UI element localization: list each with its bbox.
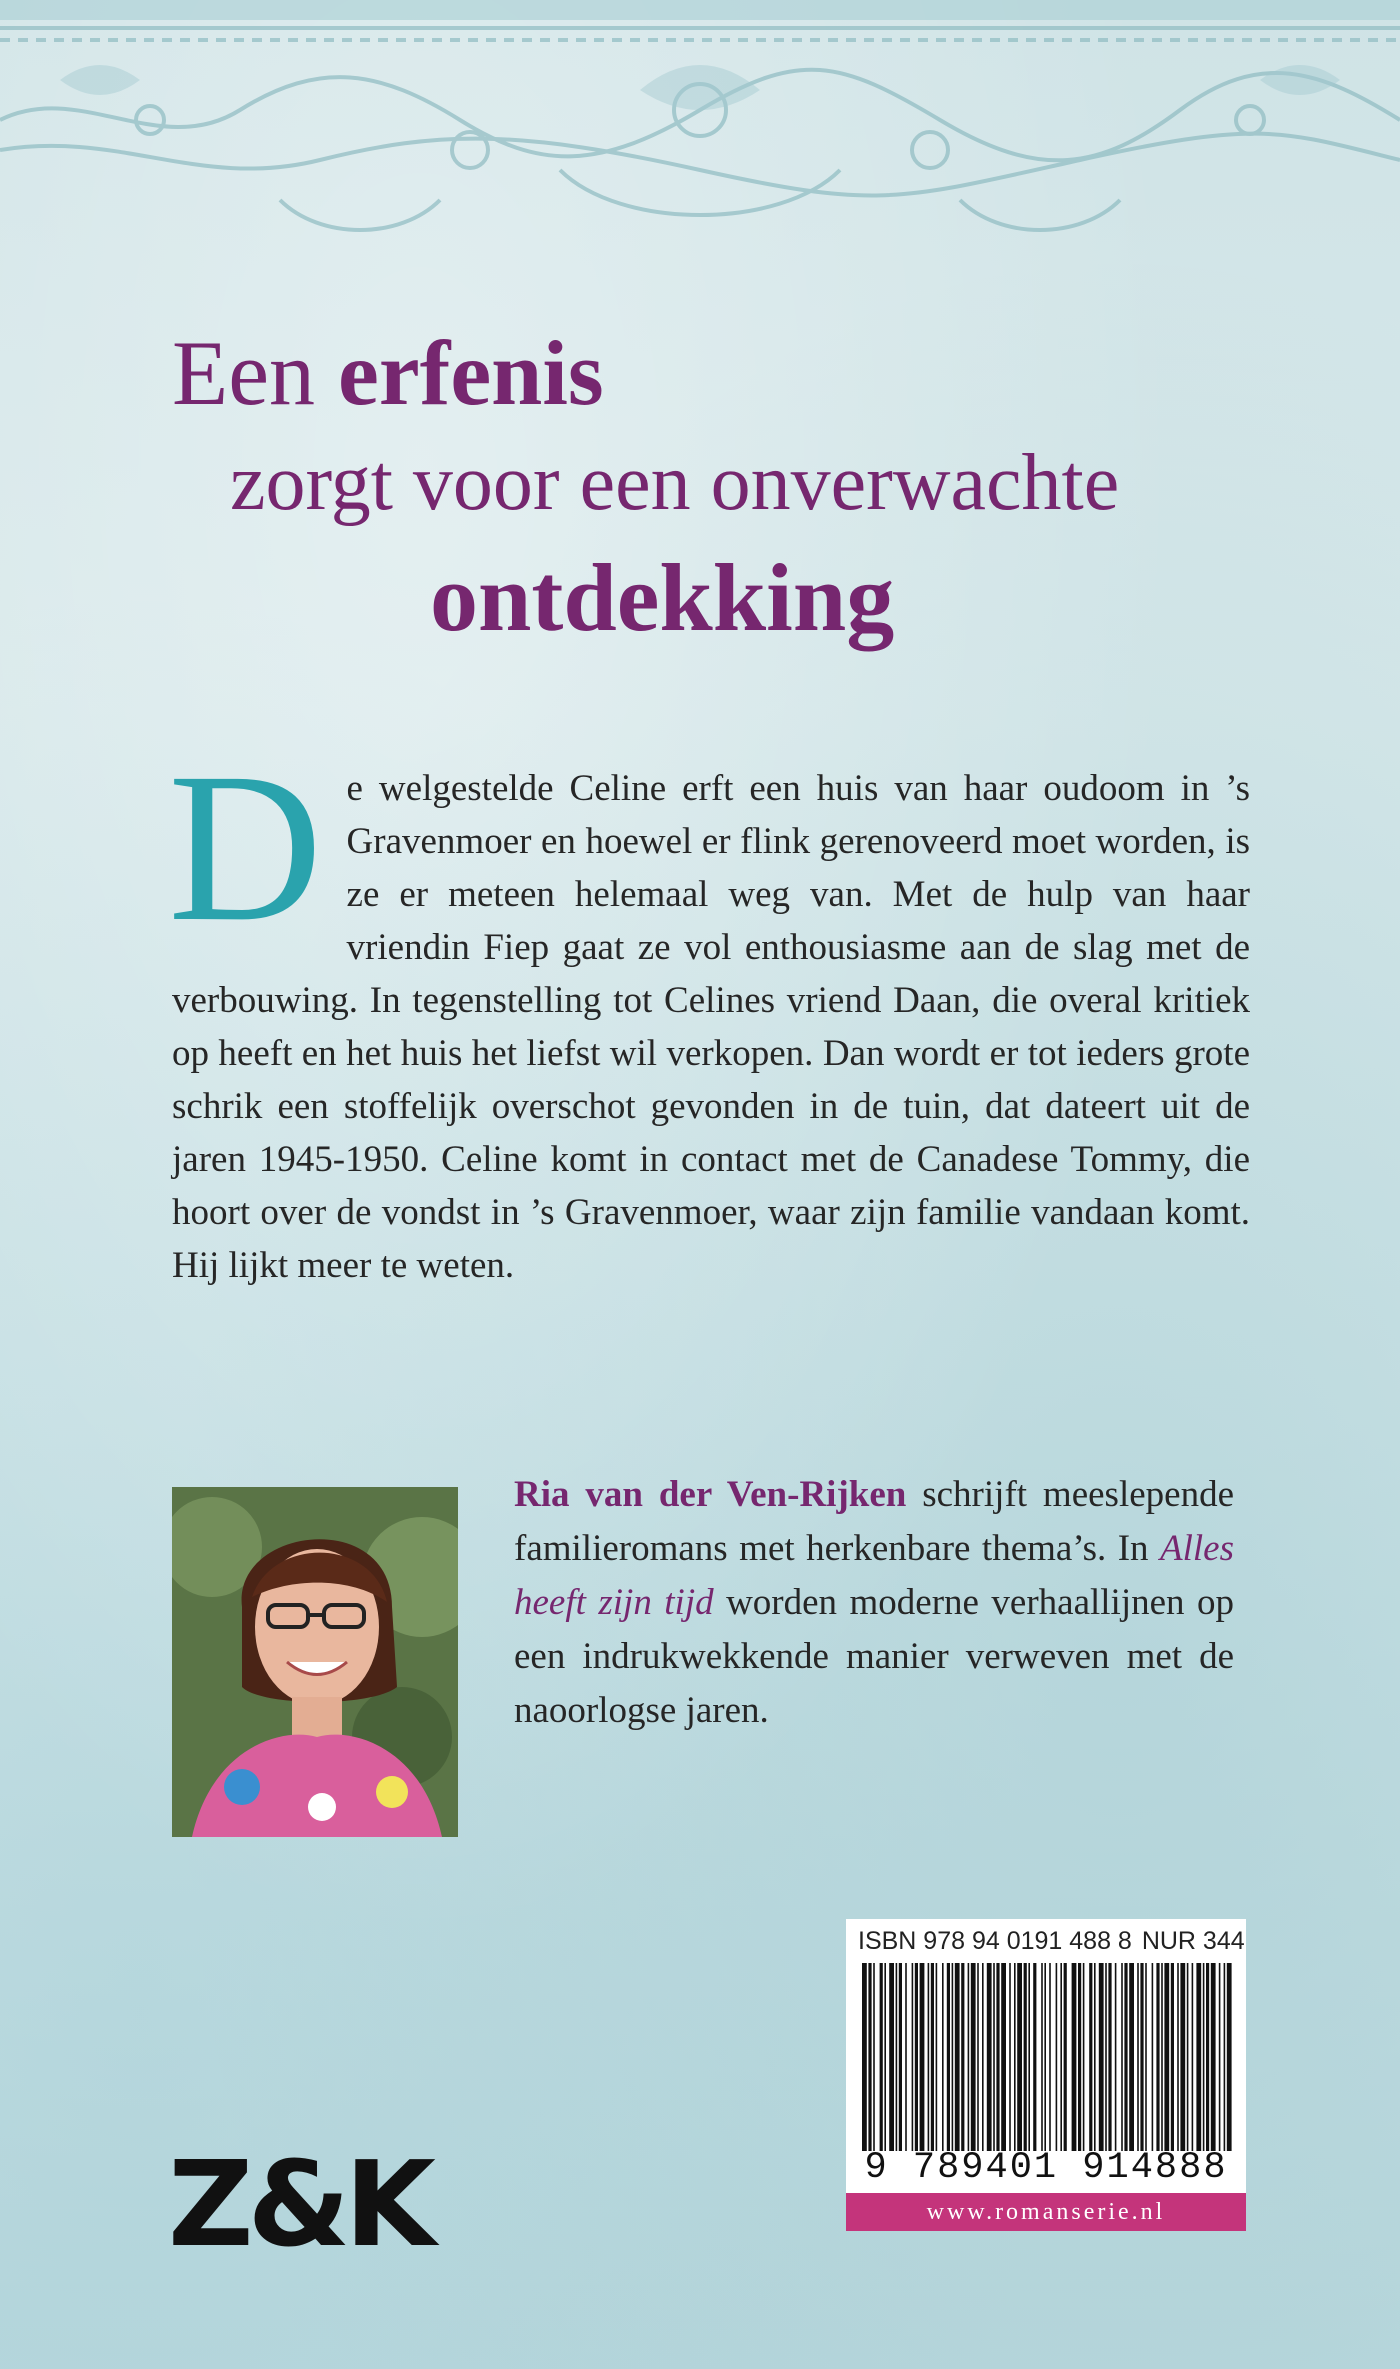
barcode-bar (1056, 1963, 1058, 2151)
barcode-bar (862, 1963, 867, 2151)
barcode-digits: 9 789401 914888 (864, 2147, 1228, 2189)
blurb-text (168, 729, 1250, 1292)
barcode-bar (873, 1963, 875, 2151)
barcode-bar (1161, 1963, 1163, 2151)
barcode-bar (1171, 1963, 1174, 2151)
barcode-bar (1156, 1963, 1159, 2151)
barcode-bar (912, 1963, 914, 2151)
barcode-bar (1140, 1963, 1143, 2151)
nur-code: NUR 344 (1141, 1927, 1245, 1955)
headline-line-1 (172, 320, 604, 426)
author-portrait-image (172, 1487, 458, 1837)
publisher-logo: Z&K (168, 2135, 430, 2273)
author-bio-part-2: worden moderne verhaallijnen op een indrukwekkende manier verweven met de naoorlogse jaren. (514, 1582, 1234, 1731)
author-bio-part-1: schrijft meeslepende familieromans met herkenbare thema’s. In (514, 1474, 1234, 1569)
barcode-bar (1121, 1963, 1123, 2151)
barcode-bar (1227, 1963, 1232, 2151)
barcode-bar (920, 1963, 925, 2151)
author-photo (172, 1487, 458, 1837)
barcode-bar (1099, 1963, 1104, 2151)
barcode-bar (1187, 1963, 1189, 2151)
barcode-bar (1014, 1963, 1016, 2151)
barcode-bar (915, 1963, 918, 2151)
barcode-bar (1072, 1963, 1077, 2151)
barcode-bar (931, 1963, 934, 2151)
barcode-bar (1211, 1963, 1216, 2151)
barcode-bar (880, 1963, 883, 2151)
barcode-bar (1028, 1963, 1030, 2151)
barcode-bar (1129, 1963, 1134, 2151)
barcode-bar (955, 1963, 960, 2151)
headline-line-2: zorgt voor een onverwachte (230, 439, 1120, 527)
barcode-bar (1177, 1963, 1179, 2151)
barcode-bar (1152, 1963, 1154, 2151)
book-title: Alles heeft zijn tijd (514, 1528, 1234, 1623)
barcode-image (858, 1963, 1234, 2151)
barcode-bar (1137, 1963, 1139, 2151)
author-name: Ria van der Ven-Rijken (514, 1474, 907, 1515)
barcode-bar (905, 1963, 907, 2151)
ornament-border (0, 0, 1400, 260)
barcode-bar (899, 1963, 902, 2151)
barcode-bar (977, 1963, 979, 2151)
barcode-bar (1001, 1963, 1006, 2151)
barcode-bar (1108, 1963, 1111, 2151)
barcode-bar (1124, 1963, 1127, 2151)
barcode-bar (1219, 1963, 1221, 2151)
headline-line-1-bold: erfenis (338, 322, 604, 424)
author-bio (514, 1468, 1234, 1738)
barcode-bar (947, 1963, 950, 2151)
barcode-bar (968, 1963, 970, 2151)
headline-line-3: ontdekking (430, 544, 895, 651)
barcode-bar (1192, 1963, 1194, 2151)
barcode-bar (987, 1963, 992, 2151)
barcode-bar (1049, 1963, 1051, 2151)
barcode-bar (889, 1963, 894, 2151)
barcode-bar (1041, 1963, 1043, 2151)
barcode-bar (1115, 1963, 1117, 2151)
isbn-line (858, 1927, 1255, 1956)
barcode-bar (1224, 1963, 1226, 2151)
blurb-paragraph: e welgestelde Celine erft een huis van haar oudoom in ’s Gravenmoer en hoewel er flink gerenoveerd moet worden, is ze er meteen helemaal weg van. Met de hulp van haar vriendin Fiep gaat ze vol enthousiasme aan de slag met de verbouwing. In tegenstelling tot Celines vriend Daan, die overal kritiek op heeft en het huis het liefst wil verkopen. Dan wordt er tot ieders grote schrik een stoffelijk overschot gevonden in de tuin, dat dateert uit de jaren 1945-1950. Celine komt in contact met de Canadese Tommy, die hoort over de vondst in ’s Gravenmoer, waar zijn familie vandaan komt. Hij lijkt meer te weten. (172, 768, 1250, 1286)
barcode-bar (1044, 1963, 1046, 2151)
barcode-bar (1180, 1963, 1185, 2151)
barcode-box (846, 1919, 1246, 2231)
barcode-bar (896, 1963, 898, 2151)
barcode-bar (996, 1963, 999, 2151)
barcode-bar (1094, 1963, 1096, 2151)
headline-line-1-regular: Een (172, 322, 339, 424)
barcode-bar (961, 1963, 964, 2151)
barcode-bar (884, 1963, 886, 2151)
barcode-bar (1083, 1963, 1085, 2151)
barcode-bar (928, 1963, 930, 2151)
barcode-bar (993, 1963, 995, 2151)
barcode-bar (1017, 1963, 1022, 2151)
barcode-bar (1060, 1963, 1062, 2151)
barcode-bar (942, 1963, 944, 2151)
barcode-bar (971, 1963, 976, 2151)
barcode-bar (936, 1963, 938, 2151)
barcode-bar (1024, 1963, 1027, 2151)
isbn-number: ISBN 978 94 0191 488 8 (858, 1927, 1132, 1955)
barcode-bar (868, 1963, 871, 2151)
barcode-bar (1203, 1963, 1205, 2151)
barcode-bar (1164, 1963, 1169, 2151)
barcode-bar (982, 1963, 984, 2151)
barcode-bar (1196, 1963, 1201, 2151)
website-url: www.romanserie.nl (846, 2193, 1246, 2231)
barcode-bar (952, 1963, 954, 2151)
barcode-bar (1009, 1963, 1011, 2151)
drop-cap: D (168, 729, 323, 966)
barcode-bar (1145, 1963, 1147, 2151)
barcode-bar (1206, 1963, 1209, 2151)
barcode-bar (1089, 1963, 1092, 2151)
barcode-bar (1105, 1963, 1107, 2151)
barcode-bar (1033, 1963, 1036, 2151)
barcode-bar (1064, 1963, 1067, 2151)
barcode-bar (1078, 1963, 1081, 2151)
